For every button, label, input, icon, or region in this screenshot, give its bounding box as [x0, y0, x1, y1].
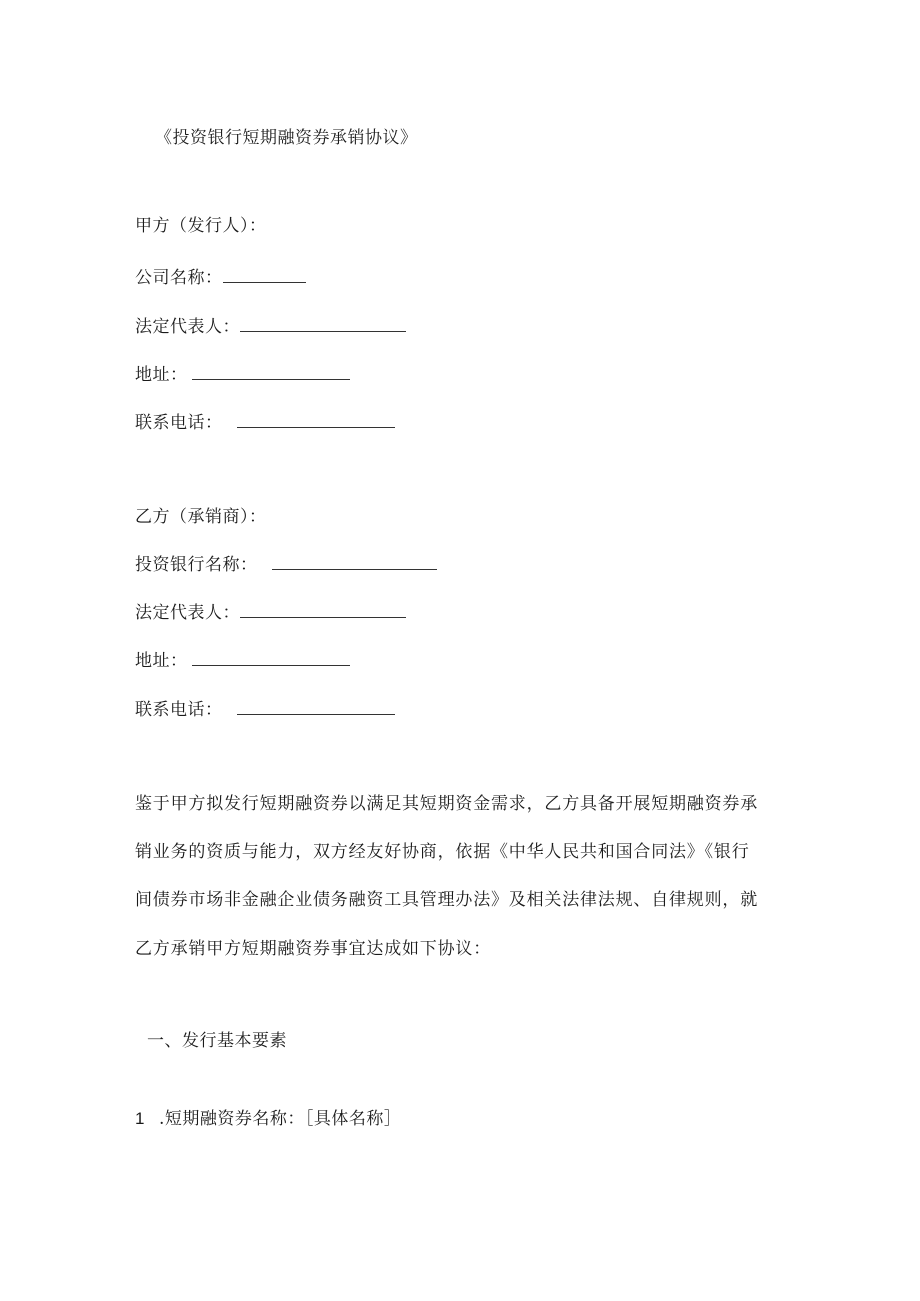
party-b-rep-row [135, 600, 406, 625]
party-b-bank-blank[interactable] [272, 552, 437, 570]
party-a-phone-row [135, 410, 395, 435]
preamble-line: 鉴于甲方拟发行短期融资券以满足其短期资金需求，乙方具备开展短期融资券承 [135, 794, 758, 814]
item-number: 1 [135, 1109, 145, 1128]
party-a-address-blank[interactable] [192, 362, 350, 380]
party-a-company-row [135, 265, 306, 290]
section-heading: 一、发行基本要素 [147, 1031, 287, 1051]
party-b-phone-row [135, 697, 395, 722]
party-a-rep-row [135, 314, 406, 339]
preamble-line: 乙方承销甲方短期融资券事宜达成如下协议： [135, 939, 491, 959]
party-a-address-label: 地址： [135, 365, 188, 385]
party-b-address-blank[interactable] [192, 648, 350, 666]
party-a-phone-blank[interactable] [237, 410, 395, 428]
document-title: 《投资银行短期融资券承销协议》 [155, 128, 418, 148]
party-b-address-row [135, 648, 350, 673]
party-b-phone-label: 联系电话： [135, 700, 223, 720]
party-b-rep-blank[interactable] [240, 600, 406, 618]
party-a-company-blank[interactable] [223, 265, 306, 283]
party-a-company-label: 公司名称： [135, 268, 223, 288]
preamble-line: 间债券市场非金融企业债务融资工具管理办法》及相关法律法规、自律规则，就 [135, 890, 758, 910]
party-a-heading: 甲方（发行人）： [135, 216, 267, 236]
party-b-rep-label: 法定代表人： [135, 603, 240, 623]
party-b-address-label: 地址： [135, 651, 188, 671]
party-a-rep-label: 法定代表人： [135, 317, 240, 337]
party-b-bank-label: 投资银行名称： [135, 555, 258, 575]
party-a-phone-label: 联系电话： [135, 413, 223, 433]
item-text: .短期融资券名称：［具体名称］ [158, 1109, 402, 1129]
party-b-bank-row [135, 552, 437, 577]
preamble-line: 销业务的资质与能力，双方经友好协商，依据《中华人民共和国合同法》《银行 [135, 842, 750, 862]
section-item [135, 1107, 401, 1131]
party-b-heading: 乙方（承销商）： [135, 507, 267, 527]
party-a-address-row [135, 362, 350, 387]
party-a-rep-blank[interactable] [240, 314, 406, 332]
party-b-phone-blank[interactable] [237, 697, 395, 715]
